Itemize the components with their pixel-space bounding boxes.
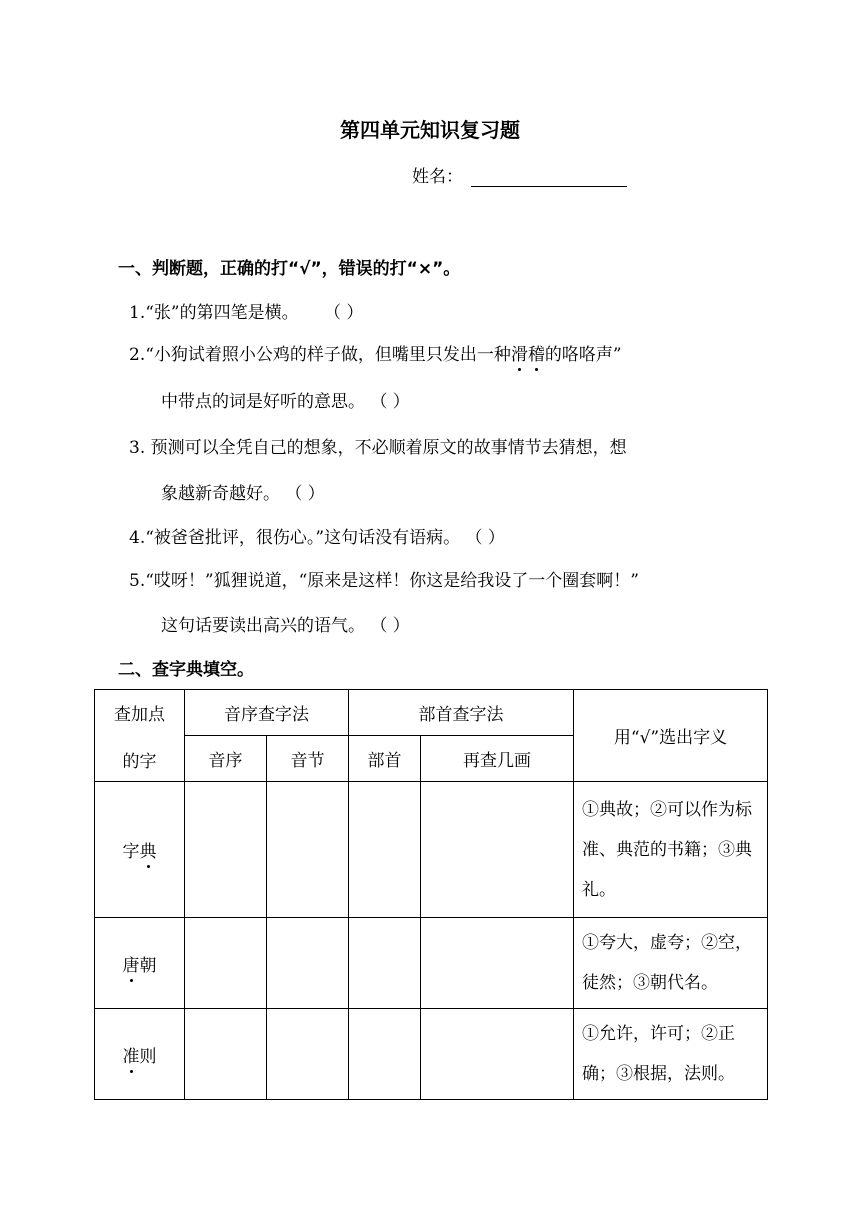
row-char	[95, 918, 185, 1009]
table-row	[95, 782, 768, 918]
cell-yinxu[interactable]	[185, 918, 267, 1009]
name-field	[412, 162, 627, 187]
header-char-line2: 的字	[122, 751, 157, 772]
name-label: 姓名：	[412, 167, 463, 187]
question-3	[129, 433, 627, 458]
question-4-text: 4.“被爸爸批评，很伤心。”这句话没有语病。	[129, 528, 461, 548]
question-3-cont	[161, 479, 325, 504]
cell-zaicha[interactable]	[421, 782, 574, 918]
cell-yinxu[interactable]	[185, 782, 267, 918]
header-bushou: 部首	[349, 736, 421, 782]
cell-bushou[interactable]	[349, 782, 421, 918]
section2-heading: 二、查字典填空。	[118, 660, 254, 680]
answer-paren-4[interactable]: （ ）	[465, 528, 505, 548]
cell-yinjie[interactable]	[267, 1009, 349, 1100]
question-2-text-c: 中带点的词是好听的意思。	[161, 392, 365, 412]
row-char-post: 则	[139, 1046, 157, 1067]
question-5-text-a: 5.“哎呀！”狐狸说道，“原来是这样！你这是给我设了一个圈套啊！”	[129, 571, 639, 591]
section1-heading: 一、判断题，正确的打“√”，错误的打“×”。	[118, 259, 461, 279]
question-5	[129, 566, 639, 591]
cell-zaicha[interactable]	[421, 1009, 574, 1100]
header-zaicha: 再查几画	[421, 736, 574, 782]
row-char-dotted: 准	[123, 1042, 140, 1067]
question-2-text-b: 的咯咯声”	[544, 345, 622, 365]
cell-zaicha[interactable]	[421, 918, 574, 1009]
cell-meaning[interactable]: ①允许，许可；②正确；③根据，法则。	[574, 1009, 768, 1100]
question-3-text-b: 象越新奇越好。	[161, 484, 280, 504]
question-5-text-b: 这句话要读出高兴的语气。	[161, 616, 365, 636]
header-yinxu: 音序	[185, 736, 267, 782]
question-5-cont	[161, 611, 410, 636]
name-blank-line[interactable]	[471, 168, 627, 187]
table-row	[95, 918, 768, 1009]
header-yinxu-group: 音序查字法	[185, 690, 349, 736]
cell-bushou[interactable]	[349, 1009, 421, 1100]
question-1	[129, 298, 363, 323]
cell-yinjie[interactable]	[267, 918, 349, 1009]
dotted-char-hua: 滑	[511, 340, 528, 365]
header-char-line1: 查加点	[114, 704, 165, 725]
question-2-cont	[161, 387, 410, 412]
cell-yinjie[interactable]	[267, 782, 349, 918]
row-char-dotted: 典	[140, 837, 157, 862]
cell-meaning[interactable]: ①典故；②可以作为标准、典范的书籍；③典礼。	[574, 782, 768, 918]
row-char-pre: 字	[122, 842, 140, 862]
dictionary-table	[94, 689, 768, 1100]
answer-paren-2[interactable]: （ ）	[370, 392, 410, 412]
table-header-row-1	[95, 690, 768, 736]
question-4	[129, 523, 505, 548]
header-char-col	[95, 690, 185, 782]
question-1-text: 1.“张”的第四笔是横。	[129, 303, 299, 323]
dotted-char-ji: 稽	[528, 340, 545, 365]
answer-paren-1[interactable]: （ ）	[324, 303, 364, 323]
row-char-dotted: 唐	[123, 951, 140, 976]
row-char-post: 朝	[139, 955, 157, 976]
header-yinjie: 音节	[267, 736, 349, 782]
cell-yinxu[interactable]	[185, 1009, 267, 1100]
row-char	[95, 1009, 185, 1100]
table-row	[95, 1009, 768, 1100]
header-bushou-group: 部首查字法	[349, 690, 574, 736]
cell-bushou[interactable]	[349, 918, 421, 1009]
question-2	[129, 340, 622, 365]
header-meaning: 用“√”选出字义	[574, 690, 768, 782]
question-2-text-a: 2.“小狗试着照小公鸡的样子做，但嘴里只发出一种	[129, 345, 511, 365]
answer-paren-5[interactable]: （ ）	[370, 616, 410, 636]
cell-meaning[interactable]: ①夸大，虚夸；②空，徒然；③朝代名。	[574, 918, 768, 1009]
answer-paren-3[interactable]: （ ）	[285, 484, 325, 504]
page-title: 第四单元知识复习题	[340, 118, 520, 142]
row-char	[95, 782, 185, 918]
question-3-text-a: 3. 预测可以全凭自己的想象，不必顺着原文的故事情节去猜想，想	[129, 438, 627, 458]
